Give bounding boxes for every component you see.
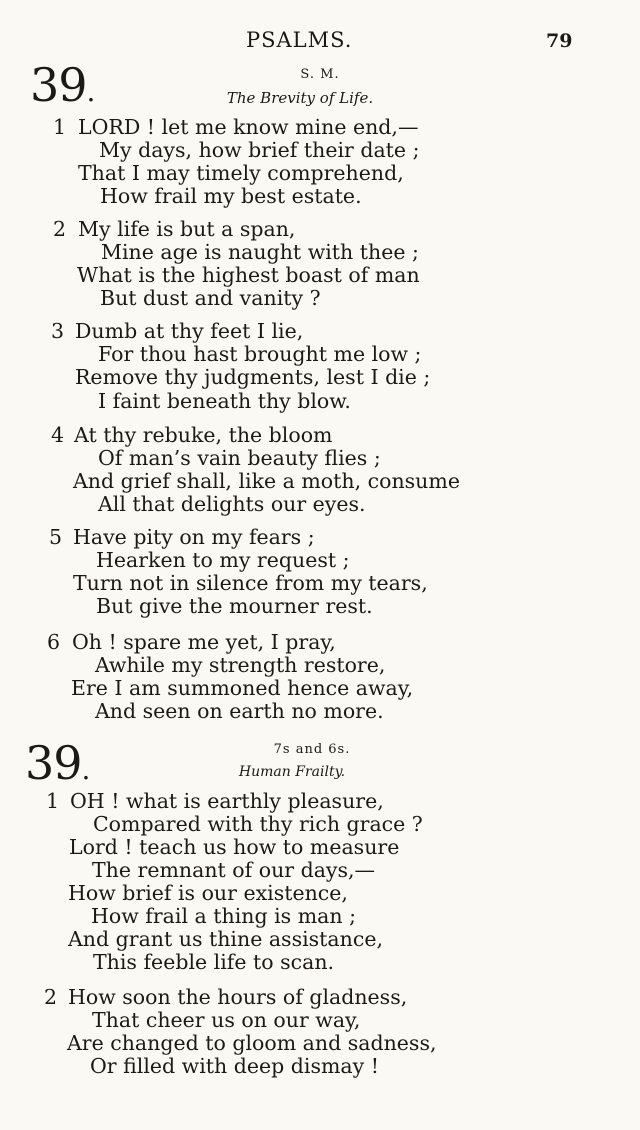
verse-line: Or filled with deep dismay !: [90, 1054, 379, 1078]
verse-line: What is the highest boast of man: [77, 263, 420, 287]
verse-line: And seen on earth no more.: [95, 699, 384, 723]
verse-line: That cheer us on our way,: [92, 1008, 361, 1032]
stanza-number: 2: [53, 217, 67, 241]
verse-line: And grief shall, like a moth, consume: [73, 469, 460, 493]
verse-line: How soon the hours of gladness,: [68, 985, 408, 1009]
running-title: PSALMS.: [246, 28, 353, 52]
hymn-meter: S. M.: [300, 67, 340, 82]
verse-line: That I may timely comprehend,: [78, 161, 404, 185]
verse-line: Ere I am summoned hence away,: [71, 676, 414, 700]
hymn-number: 39.: [25, 736, 90, 790]
verse-line: Turn not in silence from my tears,: [73, 571, 428, 595]
verse-line: Oh ! spare me yet, I pray,: [72, 630, 336, 654]
stanza-number: 6: [47, 630, 61, 654]
verse-line: My days, how brief their date ;: [99, 138, 420, 162]
verse-line: Are changed to gloom and sadness,: [67, 1031, 437, 1055]
verse-line: Lord ! teach us how to measure: [69, 835, 400, 859]
hymn-meter: 7s and 6s.: [273, 742, 351, 757]
verse-line: How brief is our existence,: [68, 881, 348, 905]
verse-line: And grant us thine assistance,: [68, 927, 383, 951]
verse-line: Mine age is naught with thee ;: [101, 240, 419, 264]
verse-line: For thou hast brought me low ;: [98, 342, 422, 366]
verse-line: I faint beneath thy blow.: [98, 389, 351, 413]
verse-line: LORD ! let me know mine end,—: [78, 115, 419, 139]
verse-line: Remove thy judgments, lest I die ;: [75, 365, 431, 389]
hymn-subtitle: The Brevity of Life.: [226, 89, 374, 107]
stanza-number: 1: [46, 789, 60, 813]
verse-line: But give the mourner rest.: [96, 594, 373, 618]
verse-line: All that delights our eyes.: [98, 492, 366, 516]
verse-line: Of man’s vain beauty flies ;: [98, 446, 381, 470]
verse-line: At thy rebuke, the bloom: [74, 423, 333, 447]
verse-line: Awhile my strength restore,: [95, 653, 386, 677]
verse-line: Compared with thy rich grace ?: [93, 812, 423, 836]
hymn-subtitle: Human Frailty.: [238, 764, 346, 780]
verse-line: Hearken to my request ;: [96, 548, 350, 572]
verse-line: OH ! what is earthly pleasure,: [70, 789, 384, 813]
verse-line: How frail a thing is man ;: [91, 904, 356, 928]
page-number: 79: [546, 30, 573, 52]
stanza-number: 4: [51, 423, 65, 447]
stanza-number: 1: [53, 115, 67, 139]
verse-line: The remnant of our days,—: [92, 858, 376, 882]
stanza-number: 5: [49, 525, 63, 549]
verse-line: My life is but a span,: [78, 217, 296, 241]
stanza-number: 3: [51, 319, 65, 343]
verse-line: But dust and vanity ?: [100, 286, 321, 310]
stanza-number: 2: [44, 985, 58, 1009]
verse-line: Have pity on my fears ;: [73, 525, 315, 549]
verse-line: Dumb at thy feet I lie,: [75, 319, 304, 343]
hymn-number: 39.: [30, 58, 95, 112]
verse-line: This feeble life to scan.: [93, 950, 335, 974]
verse-line: How frail my best estate.: [100, 184, 362, 208]
